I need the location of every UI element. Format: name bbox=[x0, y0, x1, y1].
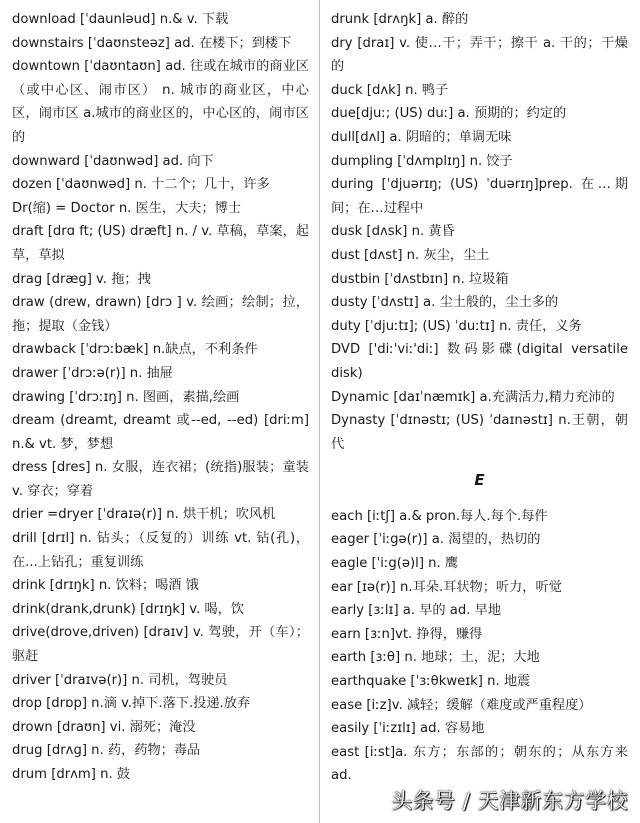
dictionary-entry: earthquake [ˈɜːθkweɪk] n. 地震 bbox=[331, 674, 531, 690]
dictionary-entry: download [ˈdaunləud] n.& v. 下载 bbox=[12, 12, 229, 27]
dictionary-entry: dull[dʌl] a. 阴暗的；单调无味 bbox=[331, 129, 512, 145]
dictionary-entry: drawing [ˈdrɔːɪŋ] n. 图画，素描,绘画 bbox=[12, 389, 240, 405]
dictionary-entry: earth [ɜːθ] n. 地球；土，泥；大地 bbox=[331, 650, 540, 666]
dictionary-entry: dusty [ˈdʌstɪ] a. 尘土般的，尘土多的 bbox=[331, 295, 559, 311]
left-column bbox=[12, 8, 309, 787]
dictionary-entry: drunk [drʌŋk] a. 醉的 bbox=[331, 12, 469, 27]
dictionary-entry: dream (dreamt, dreamt 或--ed, --ed) [driːm] n.& vt. 梦，梦想 bbox=[12, 413, 309, 452]
dictionary-entry: Dynasty [ˈdɪnəstɪ; (US) ˈdaɪnəstɪ] n.王朝，朝代 bbox=[331, 413, 628, 452]
dictionary-entry: east [iːst]a. 东方；东部的；朝东的；从东方来 ad. bbox=[331, 744, 628, 784]
dictionary-entry: drive(drove,driven) [draɪv] v. 驾驶，开（车）；驱赶 bbox=[12, 625, 309, 665]
dictionary-entry: drown [draʊn] vi. 溺死；淹没 bbox=[12, 719, 196, 735]
dictionary-entry: dusk [dʌsk] n. 黄昏 bbox=[331, 224, 455, 240]
dictionary-entry: drink [drɪŋk] n. 饮料；喝酒 饿 bbox=[12, 578, 199, 594]
dictionary-entry: Dr(缩) = Doctor n. 医生，大夫；博士 bbox=[12, 200, 242, 216]
dictionary-entry: drop [drɒp] n.滴 v.掉下.落下.投递.放弃 bbox=[12, 696, 251, 712]
dictionary-entry: drag [dræg] v. 拖；拽 bbox=[12, 271, 151, 287]
dictionary-entry: Dynamic [daɪˈnæmɪk] a.充满活力,精力充沛的 bbox=[331, 389, 615, 405]
dictionary-entry: drill [drɪl] n. 钻头；（反复的）训练 vt. 钻(孔)，在...上钻孔；重复训练 bbox=[12, 531, 309, 570]
dictionary-entry: draw (drew, drawn) [drɔ ] v. 绘画；绘制；拉，拖；提取（金钱） bbox=[12, 295, 309, 334]
dictionary-entry: downtown [ˈdaʊntaʊn] ad. 往或在城市的商业区（或中心区、闹市区） n. 城市的商业区，中心区，闹市区 a.城市的商业区的，中心区的，闹市区的 bbox=[12, 59, 309, 145]
dictionary-entry: drum [drʌm] n. 鼓 bbox=[12, 767, 131, 782]
dictionary-entry: during [ˈdjuərɪŋ; (US) ˈduərɪŋ]prep. 在…期间；在…过程中 bbox=[331, 177, 628, 216]
dictionary-entry: drier =dryer [ˈdraɪə(r)] n. 烘干机；吹风机 bbox=[12, 507, 276, 523]
dictionary-entry: dust [dʌst] n. 灰尘，尘土 bbox=[331, 247, 490, 263]
d-entries bbox=[331, 8, 628, 456]
dictionary-entry: dozen [ˈdaʊnwəd] n. 十二个；几十，许多 bbox=[12, 177, 270, 193]
dictionary-entry: draft [drɑ ft; (US) dræft] n. / v. 草稿，草案，起草，草拟 bbox=[12, 224, 309, 263]
dictionary-entry: eager [ˈiːgə(r)] a. 渴望的，热切的 bbox=[331, 532, 541, 548]
column-divider bbox=[319, 0, 320, 823]
e-entries bbox=[331, 505, 628, 788]
dictionary-entry: downward [ˈdaʊnwəd] ad. 向下 bbox=[12, 153, 214, 169]
dictionary-entry: each [iːtʃ] a.& pron.每人.每个.每件 bbox=[331, 508, 548, 524]
dictionary-entry: drug [drʌg] n. 药，药物；毒品 bbox=[12, 743, 201, 759]
dictionary-entry: dry [draɪ] v. 使…干；弄干；擦干 a. 干的；干燥的 bbox=[331, 35, 628, 75]
dictionary-entry: driver [ˈdraɪvə(r)] n. 司机，驾驶员 bbox=[12, 672, 228, 688]
dictionary-entry: downstairs [ˈdaʊnsteəz] ad. 在楼下；到楼下 bbox=[12, 35, 292, 51]
dictionary-entry: duck [dʌk] n. 鸭子 bbox=[331, 82, 449, 98]
watermark: 头条号 / 天津新东方学校 bbox=[391, 789, 628, 813]
dictionary-entry: dumpling [ˈdʌmplɪŋ] n. 饺子 bbox=[331, 153, 513, 169]
dictionary-entry: drink(drank,drunk) [drɪŋk] v. 喝，饮 bbox=[12, 601, 245, 617]
dictionary-entry: eagle [ˈiːg(ə)l] n. 鹰 bbox=[331, 556, 459, 572]
dictionary-entry: duty [ˈdjuːtɪ]; (US) ˈduːtɪ] n. 责任，义务 bbox=[331, 318, 582, 334]
dictionary-entry: due[djuː; (US) duː] a. 预期的；约定的 bbox=[331, 106, 567, 122]
dictionary-entry: drawer [ˈdrɔːə(r)] n. 抽屉 bbox=[12, 365, 173, 381]
dictionary-entry: early [ɜːlɪ] a. 早的 ad. 早地 bbox=[331, 603, 502, 619]
dictionary-entry: ear [ɪə(r)] n.耳朵.耳状物；听力，听觉 bbox=[331, 579, 562, 595]
dictionary-entry: dress [dres] n. 女服，连衣裙；(统指)服装；童装 v. 穿衣；穿着 bbox=[12, 460, 309, 499]
dictionary-entry: dustbin [ˈdʌstbɪn] n. 垃圾箱 bbox=[331, 271, 509, 287]
dictionary-entry: easily [ˈiːzɪlɪ] ad. 容易地 bbox=[331, 721, 485, 737]
right-column bbox=[331, 8, 628, 788]
dictionary-entry: drawback [ˈdrɔːbæk] n.缺点，不利条件 bbox=[12, 342, 258, 358]
dictionary-entry: DVD ['diː'viː'diː] 数码影碟(digital versatile disk) bbox=[331, 342, 628, 381]
dictionary-entry: earn [ɜːn]vt. 挣得，赚得 bbox=[331, 626, 483, 642]
section-letter: E bbox=[474, 471, 485, 490]
dictionary-entry: ease [iːz]v. 减轻；缓解（难度或严重程度） bbox=[331, 697, 592, 713]
